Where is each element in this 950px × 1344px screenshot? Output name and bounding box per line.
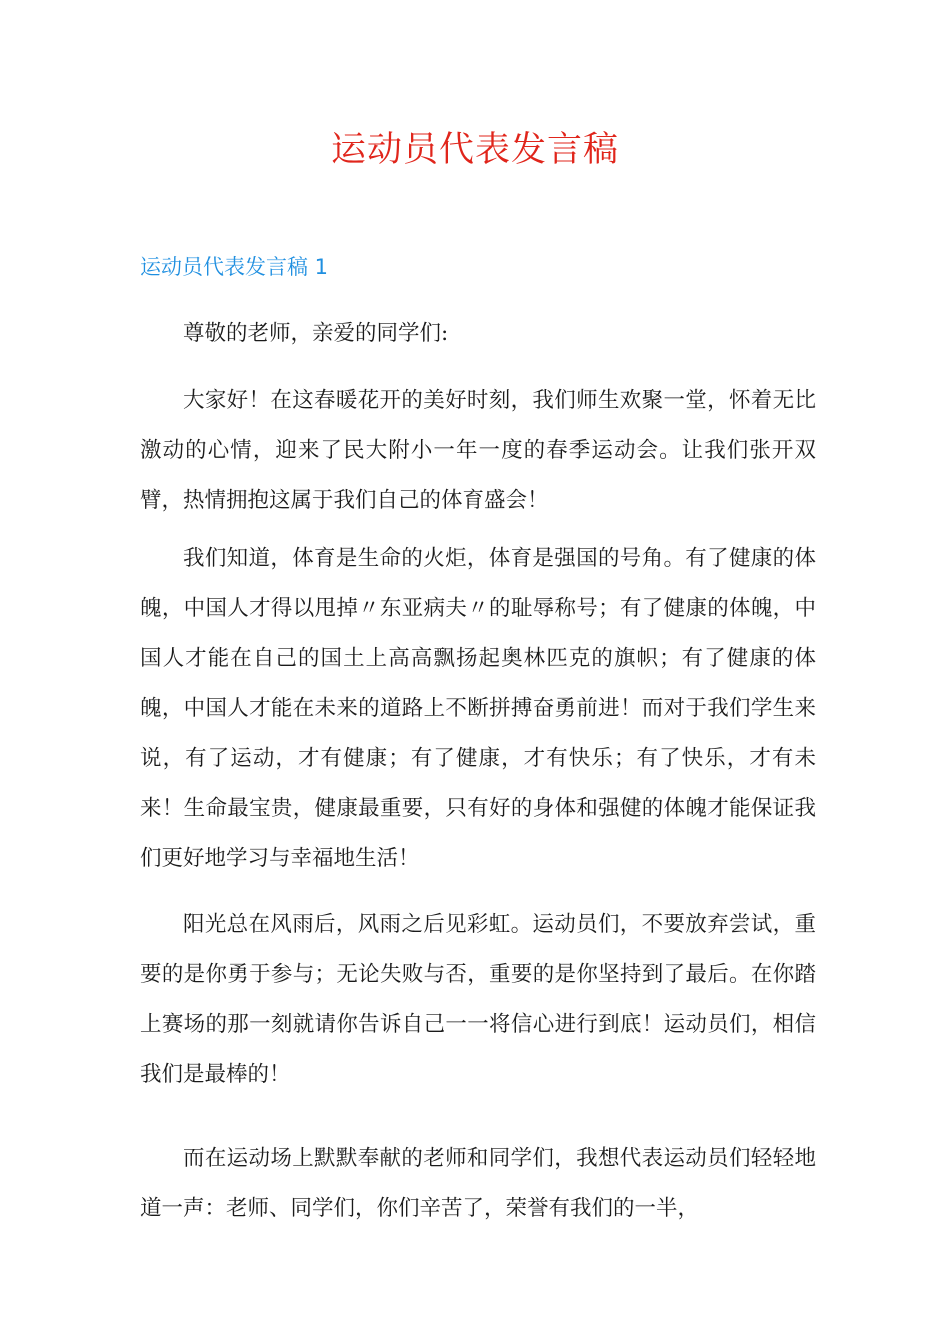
paragraph-encouragement: 阳光总在风雨后，风雨之后见彩虹。运动员们，不要放弃尝试，重要的是你勇于参与；无论失败与否，重要的是你坚持到了最后。在你踏上赛场的那一刻就请你告诉自己一一将信心进行到底！运动员们，相信我们是最棒的！ xyxy=(140,912,816,1087)
document-title: 运动员代表发言稿 xyxy=(330,130,619,170)
paragraph-sports-health: 我们知道，体育是生命的火炬，体育是强国的号角。有了健康的体魄，中国人才得以甩掉〃东亚病夫〃的耻辱称号；有了健康的体魄，中国人才能在自己的国土上高高飘扬起奥林匹克的旗帜；有了健康的体魄，中国人才能在未来的道路上不断拼搏奋勇前进！而对于我们学生来说，有了运动，才有健康；有了健康，才有快乐；有了快乐，才有未来！生命最宝贵，健康最重要，只有好的身体和强健的体魄才能保证我们更好地学习与幸福地生活！ xyxy=(140,546,816,871)
paragraph-thanks: 而在运动场上默默奉献的老师和同学们，我想代表运动员们轻轻地道一声：老师、同学们，你们辛苦了，荣誉有我们的一半， xyxy=(140,1146,816,1221)
paragraph-greeting: 大家好！在这春暖花开的美好时刻，我们师生欢聚一堂，怀着无比激动的心情，迎来了民大附小一年一度的春季运动会。让我们张开双臂，热情拥抱这属于我们自己的体育盛会！ xyxy=(140,388,816,513)
section-heading: 运动员代表发言稿 1 xyxy=(140,255,329,279)
paragraph-salutation: 尊敬的老师，亲爱的同学们: xyxy=(183,321,449,346)
